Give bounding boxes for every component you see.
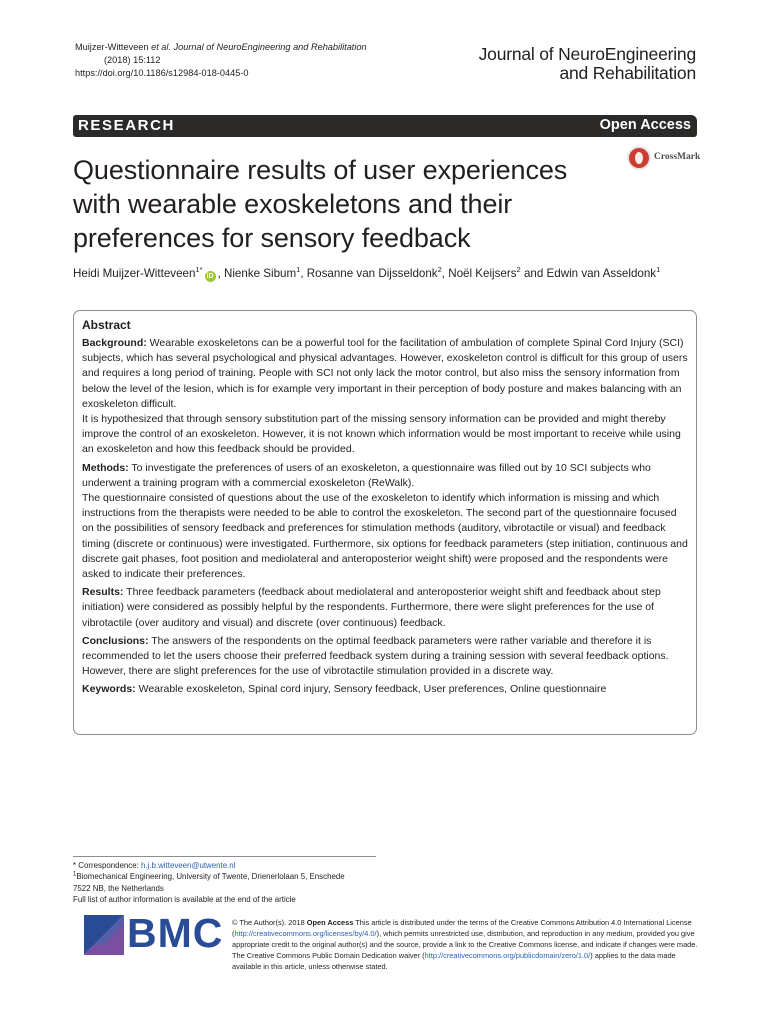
bmc-logo-text: BMC bbox=[127, 910, 224, 956]
author-affiliation: 1 bbox=[296, 265, 301, 275]
orcid-icon[interactable]: iD bbox=[206, 273, 214, 280]
journal-name-line-1: Journal of NeuroEngineering bbox=[478, 44, 696, 64]
author-name[interactable]: Noël Keijsers bbox=[448, 267, 517, 280]
abstract-background: Background: Wearable exoskeletons can be a powerful tool for the facilitation of ambulation of complete Spinal Cord Injury (SCI) subjects, which has several psychological and physical advantages. However, exoskeleton control is difficult for this group of users and requires a long period of training. People with SCI not only lack the motor control, but also miss the sensory information from below the level of the lesion, which is for example very important in their perception of body posture and makes balancing with an exoskeleton difficult. bbox=[82, 337, 688, 410]
author-affiliation: 2 bbox=[516, 265, 521, 275]
footnotes bbox=[73, 860, 393, 905]
abstract-conclusions: Conclusions: The answers of the respondents on the optimal feedback parameters were rather variable and therefore it is recommended to let the users choose their preferred feedback system during a training session with several feedback options. However, there are slight preferences for the use of vibrotactile stimulation provided in a discrete way. bbox=[82, 634, 669, 678]
citation-line-1: Muijzer-Witteveen et al. Journal of NeuroEngineering and Rehabilitation bbox=[75, 42, 367, 52]
abstract-keywords: Keywords: Wearable exoskeleton, Spinal cord injury, Sensory feedback, User preferences, Online questionnaire bbox=[82, 683, 607, 696]
citation-doi-link[interactable]: https://doi.org/10.1186/s12984-018-0445-0 bbox=[75, 68, 249, 78]
crossmark-label: CrossMark bbox=[654, 152, 701, 162]
crossmark-icon bbox=[627, 146, 651, 170]
section-banner bbox=[73, 115, 697, 137]
author-name[interactable]: Rosanne van Dijsseldonk bbox=[306, 267, 438, 280]
affiliation-1: $^1$Biomechanical Engineering, University of Twente, Drienerlolaan 5, Enschede bbox=[73, 871, 345, 882]
public-domain-link[interactable]: http://creativecommons.org/publicdomain/zero/1.0/ bbox=[424, 951, 591, 961]
bmc-logo-icon bbox=[84, 915, 124, 955]
author-list: Heidi Muijzer-Witteveen$^{1*}$iD , Nienke Sibum$^1$, Rosanne van Dijsseldonk$^2$, Noël Keijsers$^2$ and Edwin van Asseldonk$^1$ bbox=[73, 265, 661, 280]
abstract-methods: Methods: To investigate the preferences of users of an exoskeleton, a questionnaire was filled out by 10 SCI subjects who underwent a training program with a commercial exoskeleton (ReWalk). bbox=[82, 461, 651, 489]
open-access-label: Open Access bbox=[599, 117, 691, 133]
footnote-divider bbox=[73, 856, 376, 857]
author-affiliation: 1* bbox=[195, 265, 203, 275]
author-name[interactable]: Heidi Muijzer-Witteveen bbox=[73, 267, 196, 280]
title-line-2: with wearable exoskeletons and their bbox=[73, 189, 513, 219]
abstract-box bbox=[73, 310, 697, 735]
abstract-heading: Abstract bbox=[82, 318, 131, 332]
title-line-3: preferences for sensory feedback bbox=[73, 223, 471, 253]
correspondence-email-link[interactable]: h.j.b.witteveen@utwente.nl bbox=[141, 861, 236, 870]
abstract-background-continued: It is hypothesized that through sensory substitution part of the missing sensory information can be provided and might thereby improve the control of an exoskeleton. However, it is not known which information would be most important to receive while using an exoskeleton and how this feedback should be provided. bbox=[82, 413, 681, 456]
abstract-results: Results: Three feedback parameters (feedback about mediolateral and anteroposterior weight shift and feedback about step initiation) were considered as possibly helpful by the respondents. Furthermore, there were slight preferences for the use of vibrotactile (over auditory and visual) and discrete (over continuous) feedback. bbox=[82, 586, 661, 629]
author-affiliation: 1 bbox=[656, 265, 661, 275]
title-line-1: Questionnaire results of user experiences bbox=[73, 155, 568, 185]
abstract-methods-continued: The questionnaire consisted of questions about the use of the exoskeleton to identify which information is missing and which instructions from the therapists were needed to be able to control the exoskeleton. The second part of the questionnaire focused on the possibilities of sensory feedback and preferences for stimulation methods (auditory, vibrotactile or visual) and feedback timing (discrete or continuous) were investigated. Furthermore, six options for feedback parameters (step initiation, continuous and discrete gait phases, foot position and mediolateral and anteroposterior weight shift) were proposed and the respondents were asked to indicate their preferences. bbox=[82, 492, 688, 581]
citation-volume: (2018) 15:112 bbox=[104, 55, 161, 65]
author-info-note: Full list of author information is available at the end of the article bbox=[73, 894, 296, 904]
affiliation-1-continued: 7522 NB, the Netherlands bbox=[73, 883, 164, 893]
author-affiliation: 2 bbox=[437, 265, 442, 275]
license-statement: © The Author(s). 2018 Open Access This article is distributed under the terms of the Creative Commons Attribution 4.0 International License (http://creativecommons.org/licenses/by/4.0/), which permits unrestricted use, distribution, and reproduction in any medium, provided you give appropriate credit to the original author(s) and the source, provide a link to the Creative Commons license, and indicate if changes were made. The Creative Commons Public Domain Dedication waiver (http://creativecommons.org/publicdomain/zero/1.0/) applies to the data made available in this article, unless otherwise stated. bbox=[232, 918, 698, 972]
journal-name bbox=[479, 45, 696, 82]
crossmark-badge[interactable] bbox=[627, 146, 699, 172]
correspondence: * Correspondence: h.j.b.witteveen@utwente.nl bbox=[73, 861, 236, 870]
journal-name-line-2: and Rehabilitation bbox=[559, 62, 696, 83]
author-name[interactable]: Edwin van Asseldonk bbox=[546, 267, 657, 280]
license-link[interactable]: http://creativecommons.org/licenses/by/4.0/ bbox=[234, 929, 377, 939]
article-citation bbox=[75, 41, 367, 80]
section-label: RESEARCH bbox=[78, 117, 175, 134]
paper-title bbox=[73, 153, 613, 255]
bmc-logo bbox=[84, 910, 224, 956]
author-name[interactable]: Nienke Sibum bbox=[223, 267, 297, 280]
